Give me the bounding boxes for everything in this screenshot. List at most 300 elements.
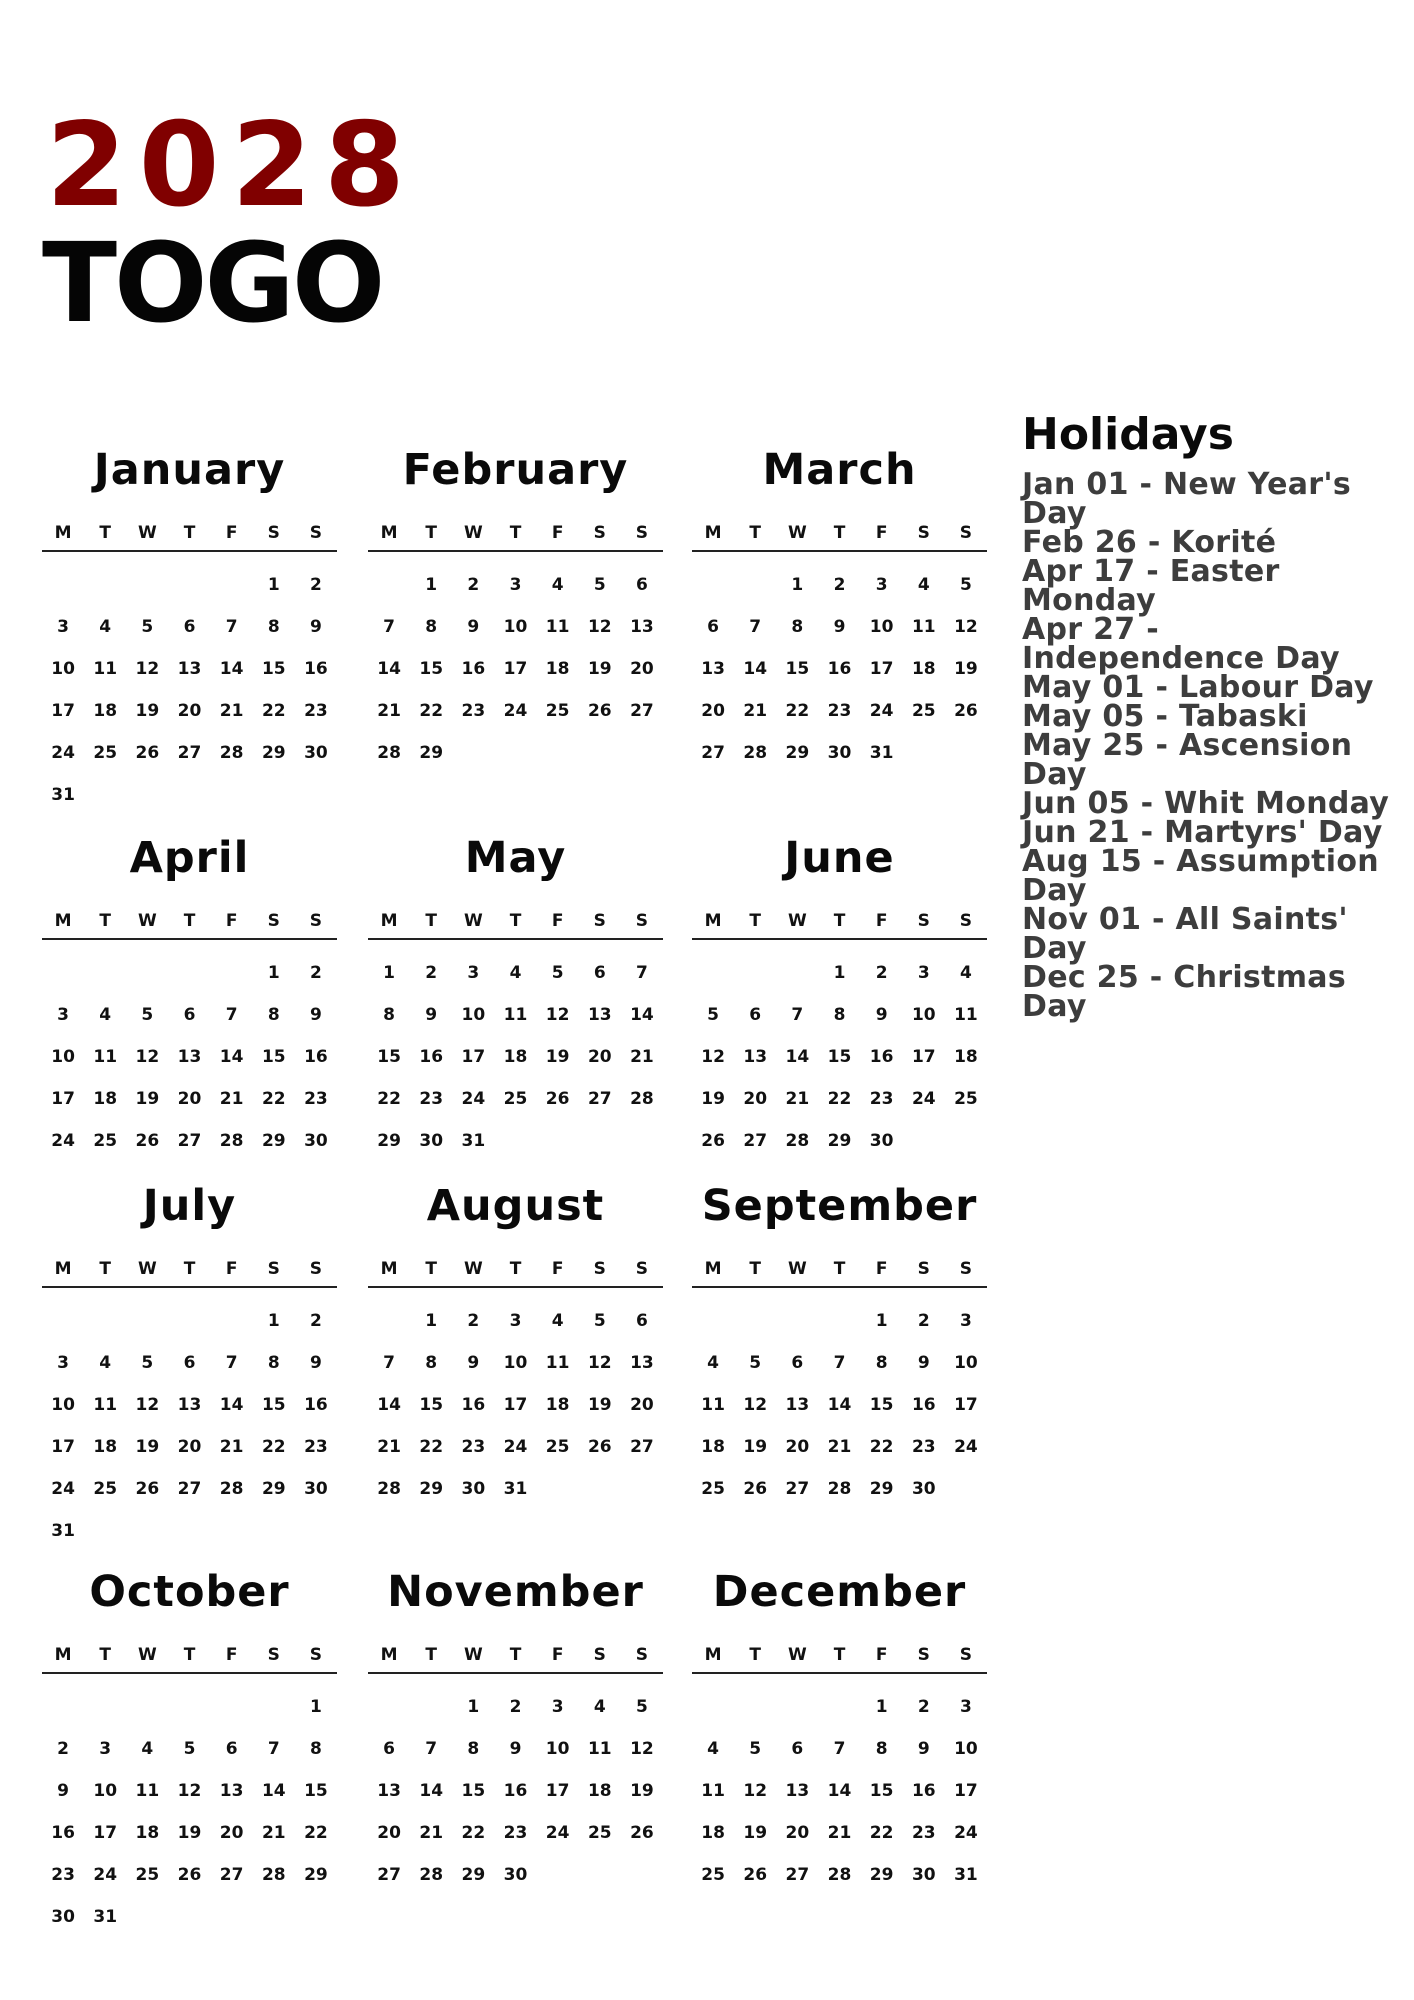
day-cell: 21 — [219, 1089, 244, 1109]
day-cell: 1 — [791, 575, 804, 595]
weekday-label: M — [380, 1259, 398, 1279]
weekday-label: W — [137, 911, 157, 931]
day-cell: 28 — [743, 743, 768, 763]
day-cell: 7 — [225, 617, 238, 637]
day-cell: 29 — [827, 1131, 852, 1151]
day-cell: 13 — [785, 1395, 810, 1415]
day-cell: 4 — [99, 617, 112, 637]
day-cell: 6 — [635, 575, 648, 595]
day-cell: 21 — [630, 1047, 654, 1067]
weekday-label: S — [917, 523, 930, 543]
day-cell: 14 — [219, 1047, 244, 1067]
day-cell: 23 — [461, 701, 486, 721]
weekday-header — [42, 520, 337, 552]
day-cell: 27 — [177, 1131, 202, 1151]
days-grid — [368, 564, 663, 774]
day-cell: 11 — [701, 1395, 725, 1415]
month-april — [42, 830, 337, 1190]
day-cell: 11 — [587, 1739, 612, 1759]
day-cell: 24 — [51, 1479, 75, 1499]
day-cell: 16 — [911, 1395, 936, 1415]
empty-cell — [84, 1300, 126, 1342]
day-cell: 3 — [509, 575, 522, 595]
day-cell: 20 — [630, 1395, 654, 1415]
day-cell: 22 — [869, 1437, 894, 1457]
month-february — [368, 442, 663, 802]
days-grid — [42, 952, 337, 1162]
empty-cell — [126, 952, 168, 994]
day-cell: 24 — [954, 1823, 978, 1843]
day-cell: 9 — [917, 1353, 930, 1373]
day-cell: 27 — [701, 743, 725, 763]
month-name: February — [402, 445, 629, 495]
day-cell: 3 — [57, 1353, 69, 1373]
day-cell: 22 — [827, 1089, 852, 1109]
day-cell: 23 — [304, 1089, 328, 1109]
day-cell: 14 — [630, 1005, 654, 1025]
day-cell: 29 — [261, 1479, 286, 1499]
empty-cell — [410, 1686, 452, 1728]
day-cell: 15 — [377, 1047, 401, 1067]
day-cell: 20 — [177, 1089, 202, 1109]
day-cell: 24 — [869, 701, 894, 721]
day-cell: 10 — [51, 1047, 75, 1067]
day-cell: 8 — [425, 1353, 438, 1373]
weekday-label: S — [959, 911, 973, 931]
day-cell: 6 — [791, 1353, 804, 1373]
day-cell: 22 — [419, 701, 444, 721]
day-cell: 24 — [954, 1437, 978, 1457]
holiday-item: Feb 26 - Korité — [1022, 525, 1277, 560]
days-grid — [368, 1686, 663, 1896]
empty-cell — [734, 1686, 776, 1728]
weekday-label: F — [875, 523, 888, 543]
day-cell: 27 — [587, 1089, 612, 1109]
day-cell: 12 — [135, 659, 160, 679]
day-cell: 8 — [875, 1739, 888, 1759]
day-cell: 7 — [425, 1739, 438, 1759]
day-cell: 15 — [869, 1395, 894, 1415]
day-cell: 15 — [261, 659, 286, 679]
day-cell: 20 — [587, 1047, 612, 1067]
day-cell: 6 — [749, 1005, 762, 1025]
weekday-label: M — [380, 1645, 398, 1665]
weekday-label: F — [551, 911, 564, 931]
weekday-label: M — [54, 1259, 72, 1279]
day-cell: 11 — [135, 1781, 160, 1801]
days-grid — [692, 564, 987, 774]
month-name: December — [712, 1567, 967, 1617]
day-cell: 26 — [630, 1823, 654, 1843]
holiday-item: Jun 21 - Martyrs' Day — [1022, 815, 1383, 850]
weekday-label: S — [593, 1259, 606, 1279]
day-cell: 25 — [93, 1131, 118, 1151]
day-cell: 23 — [461, 1437, 486, 1457]
day-cell: 7 — [833, 1739, 846, 1759]
empty-cell — [692, 1686, 734, 1728]
day-cell: 7 — [791, 1005, 804, 1025]
weekday-header — [692, 520, 987, 552]
day-cell: 5 — [707, 1005, 719, 1025]
day-cell: 17 — [503, 659, 528, 679]
day-cell: 4 — [551, 575, 564, 595]
day-cell: 9 — [57, 1781, 69, 1801]
month-may — [368, 830, 663, 1190]
weekday-label: T — [749, 911, 762, 931]
month-august — [368, 1178, 663, 1538]
day-cell: 14 — [377, 659, 401, 679]
day-cell: 3 — [99, 1739, 112, 1759]
day-cell: 2 — [467, 1311, 480, 1331]
day-cell: 11 — [701, 1781, 725, 1801]
day-cell: 23 — [304, 1437, 328, 1457]
day-cell: 9 — [425, 1005, 438, 1025]
day-cell: 25 — [954, 1089, 978, 1109]
day-cell: 23 — [827, 701, 852, 721]
day-cell: 5 — [593, 575, 606, 595]
day-cell: 19 — [630, 1781, 654, 1801]
day-cell: 14 — [785, 1047, 810, 1067]
day-cell: 22 — [304, 1823, 328, 1843]
weekday-label: M — [380, 523, 398, 543]
day-cell: 9 — [309, 1005, 322, 1025]
day-cell: 31 — [461, 1131, 486, 1151]
day-cell: 2 — [57, 1739, 69, 1759]
day-cell: 7 — [267, 1739, 280, 1759]
empty-cell — [42, 952, 84, 994]
day-cell: 25 — [503, 1089, 528, 1109]
day-cell: 28 — [785, 1131, 810, 1151]
weekday-label: F — [225, 1645, 238, 1665]
weekday-header — [42, 1642, 337, 1674]
day-cell: 1 — [875, 1697, 888, 1717]
day-cell: 12 — [135, 1395, 160, 1415]
day-cell: 7 — [225, 1005, 238, 1025]
empty-cell — [692, 564, 734, 606]
weekday-label: T — [833, 911, 846, 931]
day-cell: 16 — [304, 1047, 328, 1067]
day-cell: 18 — [701, 1437, 725, 1457]
weekday-header — [42, 908, 337, 940]
weekday-label: F — [551, 1259, 564, 1279]
day-cell: 18 — [545, 1395, 570, 1415]
days-grid — [42, 564, 337, 816]
month-name: June — [784, 833, 895, 883]
day-cell: 30 — [461, 1479, 486, 1499]
holiday-item: May 05 - Tabaski — [1022, 699, 1308, 734]
holiday-item: Jun 05 - Whit Monday — [1022, 786, 1390, 821]
empty-cell — [168, 952, 210, 994]
day-cell: 16 — [461, 659, 486, 679]
empty-cell — [211, 1686, 253, 1728]
weekday-label: T — [509, 1645, 522, 1665]
day-cell: 10 — [51, 1395, 75, 1415]
day-cell: 13 — [177, 659, 202, 679]
day-cell: 12 — [587, 617, 612, 637]
weekday-label: S — [917, 1645, 930, 1665]
day-cell: 18 — [93, 1437, 118, 1457]
weekday-label: W — [463, 911, 483, 931]
day-cell: 2 — [467, 575, 480, 595]
day-cell: 2 — [833, 575, 846, 595]
day-cell: 14 — [827, 1781, 852, 1801]
month-november — [368, 1564, 663, 1924]
day-cell: 27 — [177, 743, 202, 763]
day-cell: 19 — [135, 1437, 160, 1457]
day-cell: 25 — [701, 1865, 725, 1885]
day-cell: 5 — [959, 575, 972, 595]
day-cell: 21 — [419, 1823, 444, 1843]
day-cell: 5 — [749, 1353, 762, 1373]
day-cell: 21 — [219, 701, 244, 721]
weekday-label: T — [99, 1259, 112, 1279]
day-cell: 29 — [377, 1131, 401, 1151]
day-cell: 10 — [954, 1739, 978, 1759]
weekday-label: M — [54, 1645, 72, 1665]
day-cell: 21 — [785, 1089, 810, 1109]
day-cell: 8 — [267, 1353, 280, 1373]
month-september — [692, 1178, 987, 1538]
day-cell: 10 — [93, 1781, 118, 1801]
day-cell: 11 — [545, 1353, 570, 1373]
empty-cell — [734, 1300, 776, 1342]
day-cell: 29 — [261, 1131, 286, 1151]
day-cell: 8 — [467, 1739, 480, 1759]
weekday-label: T — [99, 1645, 112, 1665]
weekday-label: S — [267, 1645, 280, 1665]
day-cell: 1 — [309, 1697, 322, 1717]
day-cell: 17 — [461, 1047, 486, 1067]
weekday-label: M — [704, 1259, 722, 1279]
weekday-label: T — [183, 911, 196, 931]
day-cell: 14 — [743, 659, 768, 679]
day-cell: 2 — [875, 963, 888, 983]
day-cell: 24 — [503, 701, 528, 721]
weekday-label: T — [749, 1645, 762, 1665]
day-cell: 23 — [503, 1823, 528, 1843]
weekday-label: T — [183, 1259, 196, 1279]
day-cell: 4 — [917, 575, 930, 595]
day-cell: 20 — [785, 1437, 810, 1457]
year-title: 2028 — [46, 98, 417, 233]
day-cell: 10 — [869, 617, 894, 637]
day-cell: 12 — [701, 1047, 725, 1067]
weekday-header — [368, 520, 663, 552]
day-cell: 15 — [461, 1781, 486, 1801]
day-cell: 7 — [833, 1353, 846, 1373]
day-cell: 9 — [467, 1353, 480, 1373]
month-october — [42, 1564, 337, 1927]
weekday-label: S — [267, 911, 280, 931]
day-cell: 13 — [587, 1005, 612, 1025]
day-cell: 28 — [219, 743, 244, 763]
weekday-label: S — [635, 911, 649, 931]
empty-cell — [42, 564, 84, 606]
day-cell: 26 — [177, 1865, 202, 1885]
day-cell: 20 — [701, 701, 725, 721]
empty-cell — [253, 1686, 295, 1728]
holidays-panel — [1022, 409, 1412, 1024]
day-cell: 13 — [785, 1781, 810, 1801]
weekday-label: T — [183, 523, 196, 543]
day-cell: 19 — [743, 1823, 768, 1843]
day-cell: 6 — [383, 1739, 395, 1759]
day-cell: 4 — [551, 1311, 564, 1331]
day-cell: 11 — [93, 1395, 118, 1415]
holiday-item: Apr 27 - Independence Day — [1022, 612, 1340, 676]
weekday-header — [368, 1642, 663, 1674]
day-cell: 5 — [141, 1005, 154, 1025]
weekday-label: S — [917, 911, 930, 931]
day-cell: 11 — [545, 617, 570, 637]
month-name: November — [387, 1567, 644, 1617]
day-cell: 13 — [630, 617, 654, 637]
empty-cell — [368, 1686, 410, 1728]
day-cell: 30 — [911, 1865, 936, 1885]
weekday-label: F — [225, 523, 238, 543]
day-cell: 19 — [587, 659, 612, 679]
day-cell: 21 — [219, 1437, 244, 1457]
day-cell: 25 — [93, 743, 118, 763]
day-cell: 9 — [833, 617, 846, 637]
empty-cell — [211, 564, 253, 606]
weekday-label: T — [509, 523, 522, 543]
weekday-label: W — [787, 523, 807, 543]
weekday-label: T — [425, 1259, 438, 1279]
day-cell: 16 — [419, 1047, 444, 1067]
day-cell: 22 — [785, 701, 810, 721]
weekday-label: W — [787, 911, 807, 931]
day-cell: 18 — [954, 1047, 978, 1067]
day-cell: 26 — [587, 1437, 612, 1457]
day-cell: 19 — [177, 1823, 202, 1843]
day-cell: 30 — [503, 1865, 528, 1885]
weekday-header — [368, 1256, 663, 1288]
day-cell: 27 — [630, 701, 654, 721]
day-cell: 13 — [630, 1353, 654, 1373]
day-cell: 18 — [701, 1823, 725, 1843]
day-cell: 6 — [183, 1005, 196, 1025]
weekday-label: T — [99, 911, 112, 931]
empty-cell — [818, 1300, 860, 1342]
day-cell: 8 — [267, 1005, 280, 1025]
day-cell: 2 — [425, 963, 438, 983]
weekday-label: S — [309, 911, 323, 931]
day-cell: 5 — [749, 1739, 762, 1759]
day-cell: 30 — [419, 1131, 444, 1151]
day-cell: 4 — [509, 963, 522, 983]
empty-cell — [126, 564, 168, 606]
day-cell: 26 — [743, 1479, 768, 1499]
day-cell: 20 — [743, 1089, 768, 1109]
day-cell: 11 — [93, 1047, 118, 1067]
day-cell: 2 — [309, 575, 322, 595]
day-cell: 11 — [503, 1005, 528, 1025]
weekday-label: T — [749, 1259, 762, 1279]
weekday-label: T — [749, 523, 762, 543]
day-cell: 15 — [869, 1781, 894, 1801]
day-cell: 8 — [383, 1005, 395, 1025]
day-cell: 16 — [911, 1781, 936, 1801]
day-cell: 12 — [743, 1395, 768, 1415]
day-cell: 24 — [911, 1089, 936, 1109]
weekday-label: W — [787, 1645, 807, 1665]
day-cell: 28 — [219, 1131, 244, 1151]
day-cell: 31 — [51, 785, 75, 805]
day-cell: 5 — [593, 1311, 606, 1331]
day-cell: 17 — [51, 1089, 75, 1109]
day-cell: 17 — [51, 701, 75, 721]
holiday-item: Dec 25 - Christmas Day — [1022, 960, 1346, 1024]
day-cell: 27 — [377, 1865, 401, 1885]
day-cell: 31 — [869, 743, 894, 763]
day-cell: 13 — [177, 1047, 202, 1067]
day-cell: 23 — [51, 1865, 75, 1885]
weekday-label: S — [917, 1259, 930, 1279]
weekday-label: F — [225, 1259, 238, 1279]
day-cell: 18 — [93, 1089, 118, 1109]
day-cell: 14 — [419, 1781, 444, 1801]
day-cell: 28 — [261, 1865, 286, 1885]
day-cell: 1 — [467, 1697, 480, 1717]
weekday-label: M — [704, 523, 722, 543]
weekday-label: S — [593, 1645, 606, 1665]
day-cell: 28 — [219, 1479, 244, 1499]
day-cell: 3 — [917, 963, 930, 983]
empty-cell — [776, 1686, 818, 1728]
weekday-label: W — [463, 1259, 483, 1279]
weekday-label: T — [833, 1259, 846, 1279]
day-cell: 19 — [587, 1395, 612, 1415]
day-cell: 31 — [503, 1479, 528, 1499]
day-cell: 8 — [791, 617, 804, 637]
empty-cell — [42, 1300, 84, 1342]
day-cell: 21 — [827, 1823, 852, 1843]
day-cell: 3 — [959, 1311, 972, 1331]
day-cell: 1 — [875, 1311, 888, 1331]
day-cell: 10 — [461, 1005, 486, 1025]
weekday-label: W — [787, 1259, 807, 1279]
day-cell: 4 — [593, 1697, 606, 1717]
day-cell: 18 — [911, 659, 936, 679]
weekday-label: F — [875, 1259, 888, 1279]
day-cell: 3 — [467, 963, 480, 983]
day-cell: 10 — [503, 1353, 528, 1373]
weekday-label: T — [833, 1645, 846, 1665]
weekday-label: S — [267, 523, 280, 543]
day-cell: 5 — [551, 963, 564, 983]
day-cell: 9 — [309, 617, 322, 637]
day-cell: 28 — [419, 1865, 444, 1885]
day-cell: 5 — [635, 1697, 648, 1717]
day-cell: 12 — [743, 1781, 768, 1801]
day-cell: 24 — [93, 1865, 118, 1885]
day-cell: 27 — [743, 1131, 768, 1151]
holiday-item: Aug 15 - Assumption Day — [1022, 844, 1379, 908]
day-cell: 26 — [135, 743, 160, 763]
day-cell: 25 — [701, 1479, 725, 1499]
day-cell: 6 — [635, 1311, 648, 1331]
day-cell: 10 — [51, 659, 75, 679]
day-cell: 11 — [954, 1005, 978, 1025]
day-cell: 1 — [267, 1311, 280, 1331]
month-july — [42, 1178, 337, 1541]
day-cell: 19 — [743, 1437, 768, 1457]
day-cell: 23 — [419, 1089, 444, 1109]
day-cell: 17 — [954, 1395, 978, 1415]
day-cell: 8 — [309, 1739, 322, 1759]
month-january — [42, 442, 337, 805]
